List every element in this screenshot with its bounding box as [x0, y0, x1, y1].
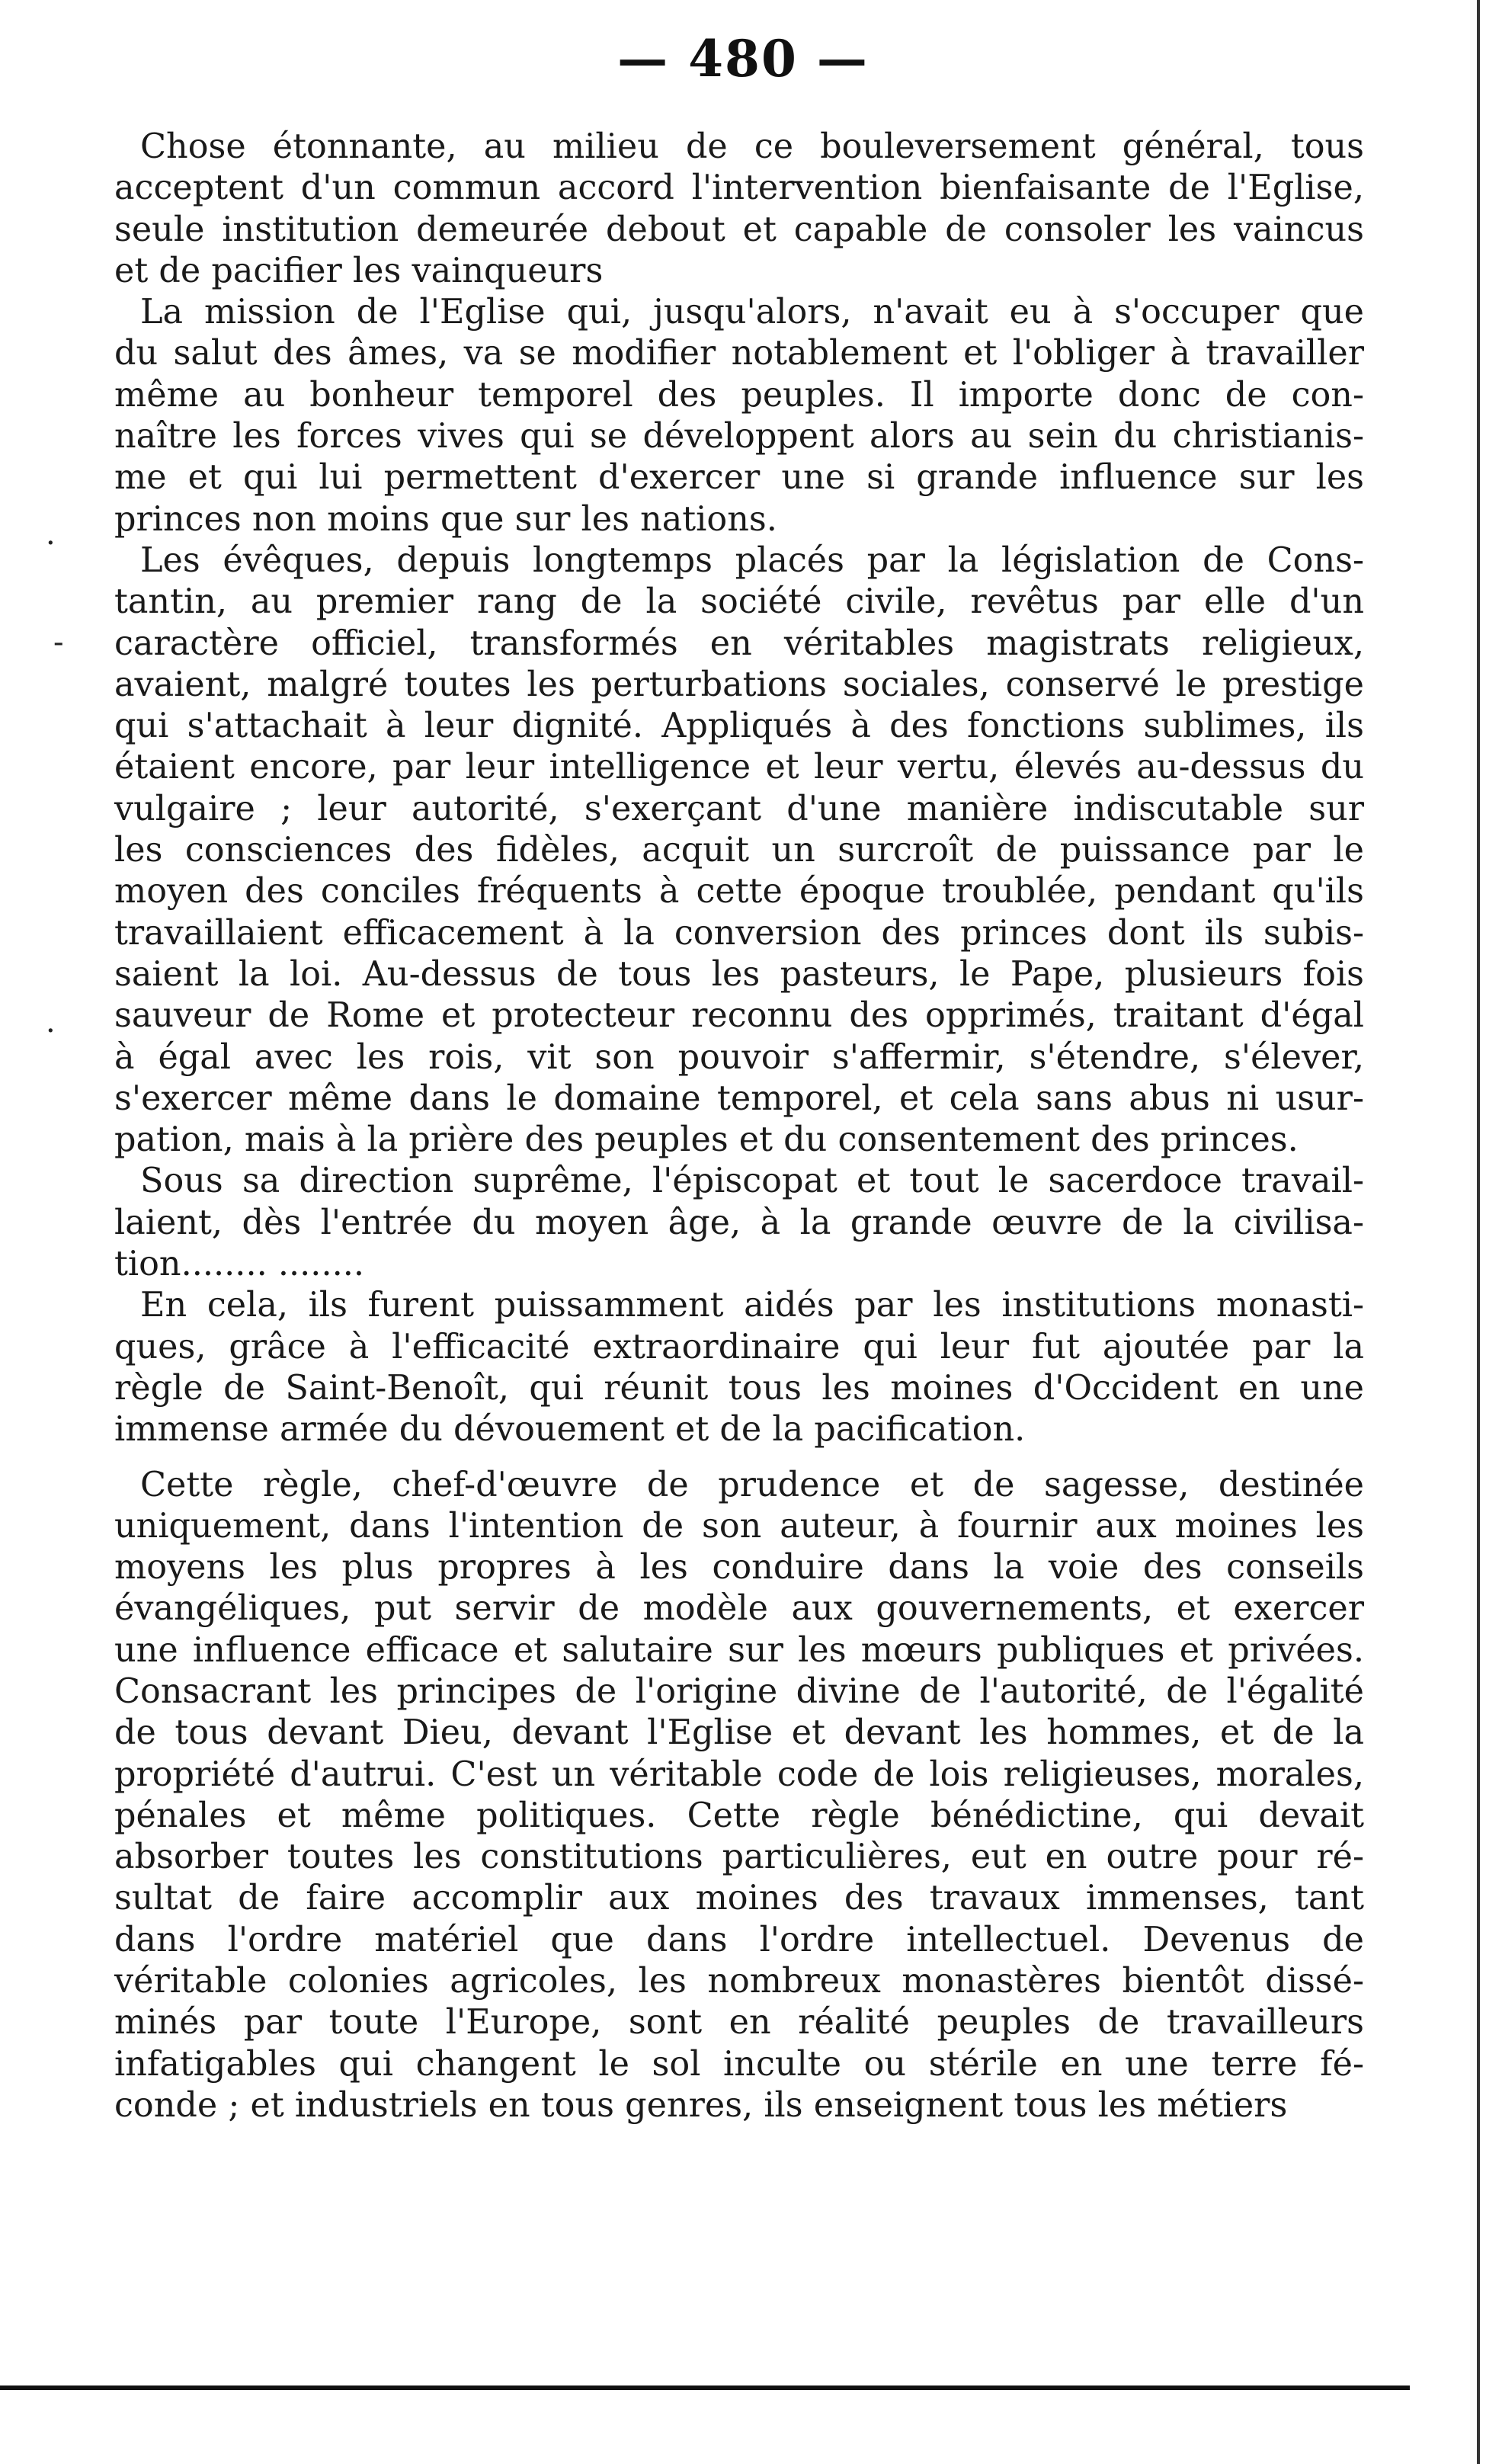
text-line: moyen des conciles fréquents à cette époque troublée, pendant qu'ils: [114, 872, 1364, 912]
text-line: conde ; et industriels en tous genres, ils enseignent tous les métiers: [114, 2085, 1288, 2125]
text-line: caractère officiel, transformés en véritables magistrats religieux,: [114, 623, 1364, 663]
text-line: La mission de l'Eglise qui, jusqu'alors, n'avait eu à s'occuper que: [140, 293, 1364, 332]
paragraph: [114, 292, 1364, 540]
text-line: pénales et même politiques. Cette règle bénédictine, qui devait: [114, 1796, 1364, 1835]
paragraph-gap: [114, 1451, 1364, 1465]
text-line: et de pacifier les vainqueurs: [114, 251, 604, 290]
page-bottom-rule: [0, 2385, 1410, 2390]
text-line: infatigables qui changent le sol inculte ou stérile en une terre fé-: [114, 2044, 1364, 2084]
text-line: tantin, au premier rang de la société civile, revêtus par elle d'un: [114, 582, 1364, 622]
text-line: les consciences des fidèles, acquit un surcroît de puissance par le: [114, 831, 1364, 870]
paragraph: [114, 540, 1364, 1161]
text-line: règle de Saint-Benoît, qui réunit tous les moines d'Occident en une: [114, 1368, 1364, 1408]
text-line: avaient, malgré toutes les perturbations sociales, conservé le prestige: [114, 665, 1364, 704]
text-line: Chose étonnante, au milieu de ce bouleversement général, tous: [140, 127, 1364, 166]
text-line: sultat de faire accomplir aux moines des travaux immenses, tant: [114, 1879, 1364, 1918]
text-line: propriété d'autrui. C'est un véritable code de lois religieuses, morales,: [114, 1754, 1364, 1794]
text-line: minés par toute l'Europe, sont en réalité peuples de travailleurs: [114, 2003, 1364, 2043]
body-text: [114, 127, 1364, 2126]
margin-dash: -: [53, 625, 64, 660]
text-line: ques, grâce à l'efficacité extraordinaire qui leur fut ajoutée par la: [114, 1327, 1364, 1367]
text-line: immense armée du dévouement et de la pacification.: [114, 1410, 1026, 1450]
text-line: moyens les plus propres à les conduire dans la voie des conseils: [114, 1548, 1364, 1588]
text-line: tion........ ........: [114, 1245, 365, 1284]
text-line: seule institution demeurée debout et capable de consoler les vaincus: [114, 210, 1364, 249]
text-line: absorber toutes les constitutions particulières, eut en outre pour ré-: [114, 1838, 1364, 1877]
text-line: même au bonheur temporel des peuples. Il importe donc de con-: [114, 375, 1364, 415]
text-line: s'exercer même dans le domaine temporel, et cela sans abus ni usur-: [114, 1078, 1364, 1118]
text-line: Consacrant les principes de l'origine divine de l'autorité, de l'égalité: [114, 1671, 1364, 1711]
text-line: étaient encore, par leur intelligence et leur vertu, élevés au-dessus du: [114, 748, 1364, 787]
margin-dot: ·: [46, 526, 56, 561]
text-line: une influence efficace et salutaire sur les mœurs publiques et privées.: [114, 1630, 1364, 1670]
text-line: princes non moins que sur les nations.: [114, 499, 777, 539]
text-line: uniquement, dans l'intention de son auteur, à fournir aux moines les: [114, 1506, 1364, 1546]
text-line: Cette règle, chef-d'œuvre de prudence et de sagesse, destinée: [140, 1465, 1364, 1504]
paragraph: [114, 1465, 1364, 2127]
text-line: pation, mais à la prière des peuples et du consentement des princes.: [114, 1120, 1299, 1160]
paragraph: [114, 1161, 1364, 1285]
text-line: naître les forces vives qui se développent alors au sein du christianis-: [114, 417, 1364, 457]
page-right-edge: [1477, 0, 1480, 2464]
text-line: vulgaire ; leur autorité, s'exerçant d'une manière indiscutable sur: [114, 789, 1364, 828]
text-line: Sous sa direction suprême, l'épiscopat et tout le sacerdoce travail-: [140, 1162, 1364, 1201]
text-line: de tous devant Dieu, devant l'Eglise et devant les hommes, et de la: [114, 1713, 1364, 1753]
text-line: sauveur de Rome et protecteur reconnu des opprimés, traitant d'égal: [114, 996, 1364, 1036]
text-line: En cela, ils furent puissamment aidés par les institutions monasti-: [140, 1286, 1364, 1325]
page-number: — 480 —: [617, 29, 869, 88]
text-line: travaillaient efficacement à la conversion des princes dont ils subis-: [114, 913, 1364, 953]
text-line: dans l'ordre matériel que dans l'ordre intellectuel. Devenus de: [114, 1920, 1364, 1959]
text-line: me et qui lui permettent d'exercer une si grande influence sur les: [114, 458, 1364, 498]
text-line: laient, dès l'entrée du moyen âge, à la grande œuvre de la civilisa-: [114, 1203, 1364, 1242]
text-line: du salut des âmes, va se modifier notablement et l'obliger à travailler: [114, 334, 1364, 373]
paragraph: [114, 1285, 1364, 1450]
text-line: évangéliques, put servir de modèle aux gouvernements, et exercer: [114, 1589, 1364, 1629]
text-line: à égal avec les rois, vit son pouvoir s'affermir, s'étendre, s'élever,: [114, 1037, 1364, 1077]
text-line: Les évêques, depuis longtemps placés par la législation de Cons-: [140, 540, 1364, 580]
text-line: qui s'attachait à leur dignité. Appliqués à des fonctions sublimes, ils: [114, 707, 1364, 746]
text-line: véritable colonies agricoles, les nombreux monastères bientôt dissé-: [114, 1962, 1364, 2001]
margin-dot: ·: [46, 1014, 56, 1049]
paragraph: [114, 127, 1364, 292]
text-line: saient la loi. Au-dessus de tous les pasteurs, le Pape, plusieurs fois: [114, 954, 1364, 994]
text-line: acceptent d'un commun accord l'intervention bienfaisante de l'Eglise,: [114, 168, 1364, 208]
